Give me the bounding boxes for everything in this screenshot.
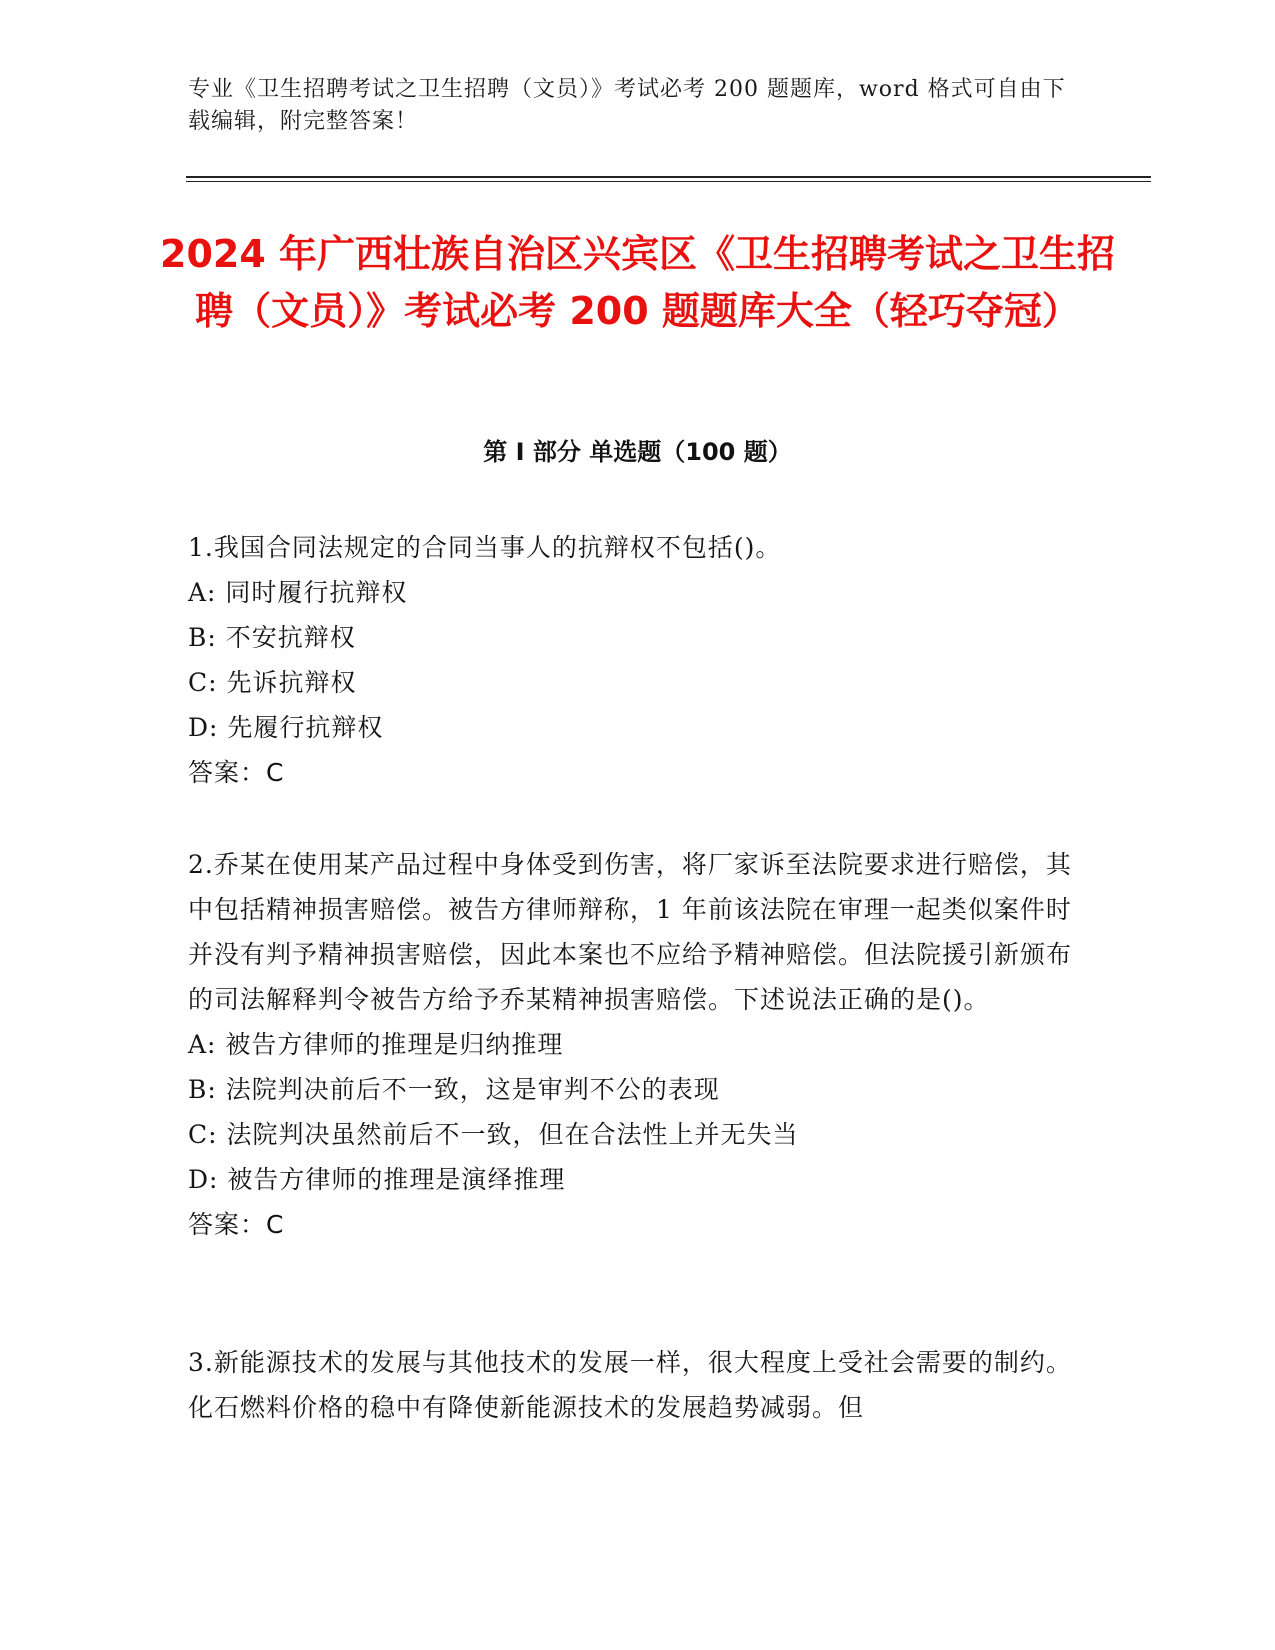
question-3 bbox=[188, 1340, 1093, 1430]
document-title: 2024 年广西壮族自治区兴宾区《卫生招聘考试之卫生招聘（文员）》考试必考 200 题题库大全（轻巧夺冠） bbox=[160, 232, 1115, 333]
question-stem: 2.乔某在使用某产品过程中身体受到伤害，将厂家诉至法院要求进行赔偿，其中包括精神损害赔偿。被告方律师辩称，1 年前该法院在审理一起类似案件时并没有判予精神损害赔偿，因此本案也不应给予精神赔偿。但法院援引新颁布的司法解释判令被告方给予乔某精神损害赔偿。下述说法正确的是()。 bbox=[188, 850, 1073, 1014]
question-stem: 3.新能源技术的发展与其他技术的发展一样，很大程度上受社会需要的制约。化石燃料价格的稳中有降使新能源技术的发展趋势减弱。但 bbox=[188, 1348, 1072, 1422]
question-1 bbox=[188, 525, 1093, 795]
option-a: A: 同时履行抗辩权 bbox=[188, 578, 408, 607]
header-divider bbox=[186, 176, 1151, 178]
option-d: D: 被告方律师的推理是演绎推理 bbox=[188, 1165, 566, 1194]
option-c: C: 先诉抗辩权 bbox=[188, 668, 357, 697]
option-b: B: 不安抗辩权 bbox=[188, 623, 356, 652]
option-d: D: 先履行抗辩权 bbox=[188, 713, 384, 742]
option-a: A: 被告方律师的推理是归纳推理 bbox=[188, 1030, 564, 1059]
section-heading: 第 I 部分 单选题（100 题） bbox=[483, 438, 792, 466]
header-divider-thin bbox=[186, 181, 1151, 182]
option-b: B: 法院判决前后不一致，这是审判不公的表现 bbox=[188, 1075, 720, 1104]
answer: 答案：C bbox=[188, 1210, 285, 1239]
answer: 答案：C bbox=[188, 758, 285, 787]
option-c: C: 法院判决虽然前后不一致，但在合法性上并无失当 bbox=[188, 1120, 799, 1149]
header-note: 专业《卫生招聘考试之卫生招聘（文员）》考试必考 200 题题库，word 格式可自由下载编辑，附完整答案！ bbox=[188, 77, 1066, 134]
question-2 bbox=[188, 842, 1093, 1247]
question-stem: 1.我国合同法规定的合同当事人的抗辩权不包括()。 bbox=[188, 533, 782, 562]
